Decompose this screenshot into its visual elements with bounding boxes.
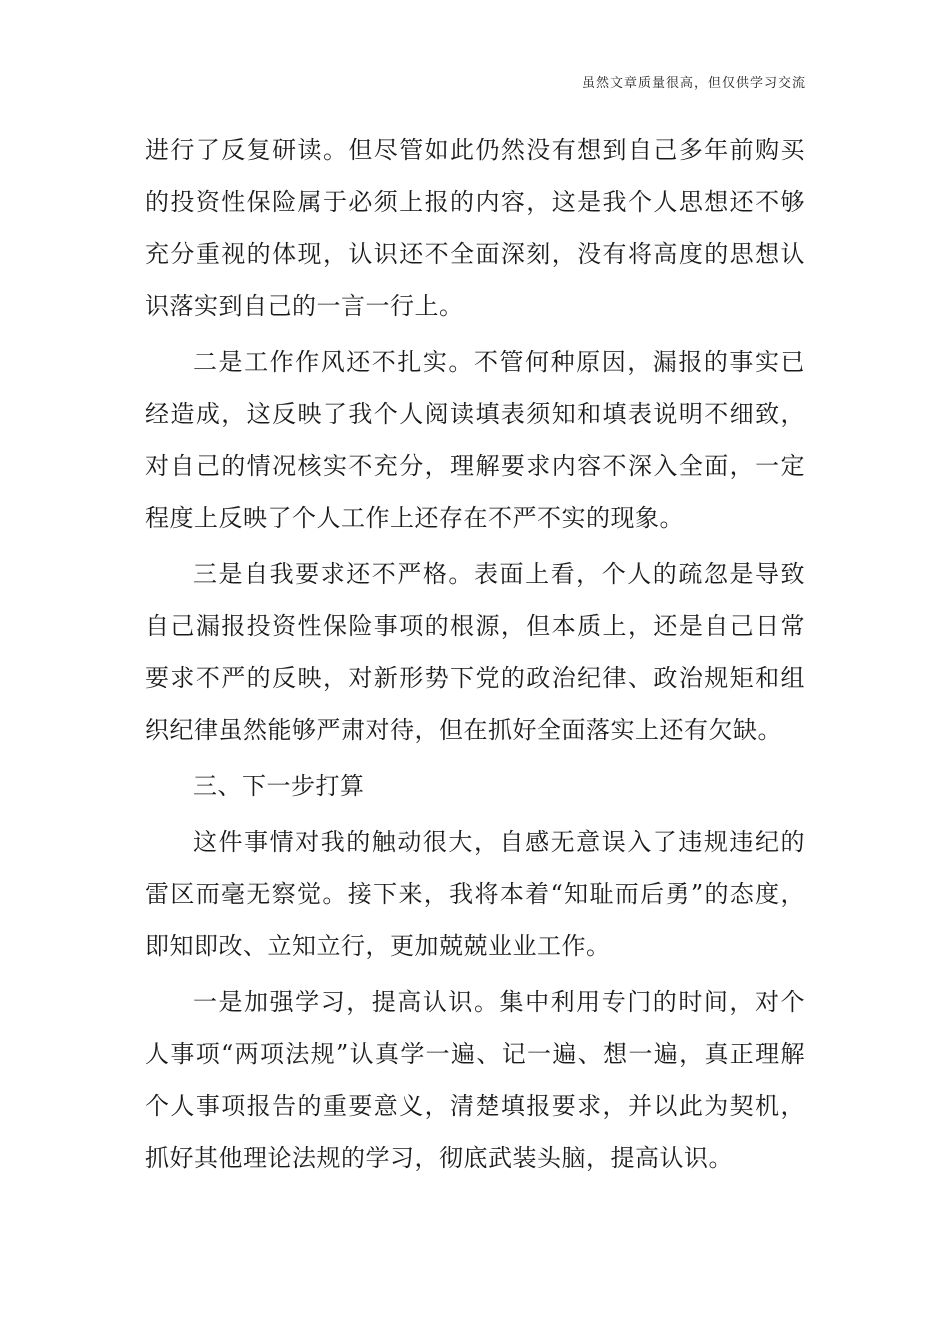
paragraph-reflection: 这件事情对我的触动很大，自感无意误入了违规违纪的雷区而毫无察觉。接下来，我将本着“知耻而后勇”的态度，即知即改、立知立行，更加兢兢业业工作。	[145, 828, 805, 960]
document-body	[145, 124, 805, 1184]
header-note: 虽然文章质量很高，但仅供学习交流	[581, 76, 806, 91]
paragraph-work-style: 二是工作作风还不扎实。不管何种原因，漏报的事实已经造成，这反映了我个人阅读填表须知和填表说明不细致，对自己的情况核实不充分，理解要求内容不深入全面，一定程度上反映了个人工作上还存在不严不实的现象。	[145, 348, 805, 532]
paragraph-self-discipline: 三是自我要求还不严格。表面上看，个人的疏忽是导致自己漏报投资性保险事项的根源，但本质上，还是自己日常要求不严的反映，对新形势下党的政治纪律、政治规矩和组织纪律虽然能够严肃对待，但在抓好全面落实上还有欠缺。	[145, 560, 805, 744]
paragraph-continuation: 进行了反复研读。但尽管如此仍然没有想到自己多年前购买的投资性保险属于必须上报的内容，这是我个人思想还不够充分重视的体现，认识还不全面深刻，没有将高度的思想认识落实到自己的一言一行上。	[145, 136, 805, 320]
paragraph-strengthen-study: 一是加强学习，提高认识。集中利用专门的时间，对个人事项“两项法规”认真学一遍、记一遍、想一遍，真正理解个人事项报告的重要意义，清楚填报要求，并以此为契机，抓好其他理论法规的学习，彻底武装头脑，提高认识。	[145, 988, 805, 1172]
section-heading-next-steps: 三、下一步打算	[193, 772, 365, 800]
